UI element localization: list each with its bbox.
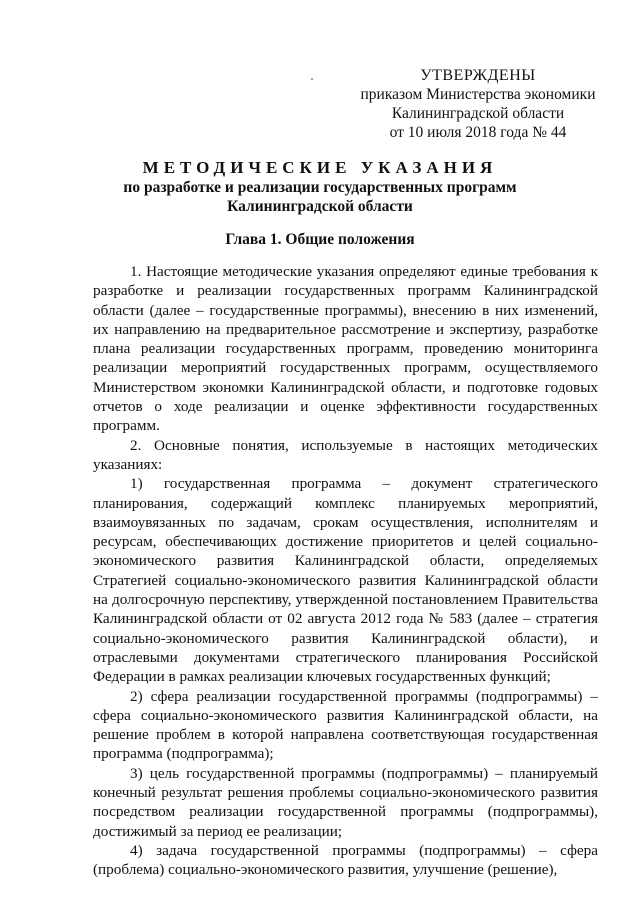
scan-speck <box>311 78 313 80</box>
definition-2-sphere: 2) сфера реализации государственной программы (подпрограммы) – сфера социально-экономического развития Калининградской области, на решение проблем в которой направлена соответствующая государственная программа (подпрограмма); <box>93 687 598 763</box>
approval-line-date: от 10 июля 2018 года № 44 <box>389 124 567 141</box>
paragraph-2-definitions: 2. Основные понятия, используемые в настоящих методических указаниях: <box>93 436 598 473</box>
approval-stamp <box>358 66 598 142</box>
approval-line-order: приказом Министерства экономики <box>360 86 596 103</box>
definition-4-task: 4) задача государственной программы (подпрограммы) – сфера (проблема) социально-экономического развития, улучшение (решение), <box>93 841 598 879</box>
approval-line-region: Калининградской области <box>391 105 565 122</box>
document-subtitle-line-1: по разработке и реализации государственных программ <box>123 179 517 196</box>
paragraph-1-scope: 1. Настоящие методические указания определяют единые требования к разработке и реализации государственных программ Калининградской области (далее – государственные программы), внесению в них изменений, их направлению на предварительное рассмотрение и экспертизу, разработке плана реализации государственных программ, проведению мониторинга реализации мероприятий государственных программ, осуществляемого Министерством экономки Калининградской области, и подготовке годовых отчетов о ходе реализации и оценке эффективности государственных программ. <box>93 263 598 435</box>
document-title-block <box>60 158 580 216</box>
definition-3-goal: 3) цель государственной программы (подпрограммы) – планируемый конечный результат решения проблемы социально-экономического развития посредством реализации государственной программы (подпрограммы), достижимый за период ее реализации; <box>93 764 598 840</box>
document-title: МЕТОДИЧЕСКИЕ УКАЗАНИЯ <box>142 158 498 177</box>
approval-title: УТВЕРЖДЕНЫ <box>420 67 536 84</box>
definition-1-state-program: 1) государственная программа – документ стратегического планирования, содержащий комплекс планируемых мероприятий, взаимоувязанных по задачам, срокам осуществления, исполнителям и ресурсам, обеспечивающих достижение приоритетов и целей социально-экономического развития Калининградской области, определяемых Стратегией социально-экономического развития Калининградской области на долгосрочную перспективу, утвержденной постановлением Правительства Калининградской области от 02 августа 2012 года № 583 (далее – стратегия социально-экономического развития Калининградской области), и отраслевыми документами стратегического планирования Российской Федерации в рамках реализации ключевых государственных функций; <box>93 475 598 686</box>
chapter-heading: Глава 1. Общие положения <box>225 231 415 248</box>
document-body <box>93 262 598 880</box>
document-subtitle-line-2: Калининградской области <box>227 198 413 215</box>
